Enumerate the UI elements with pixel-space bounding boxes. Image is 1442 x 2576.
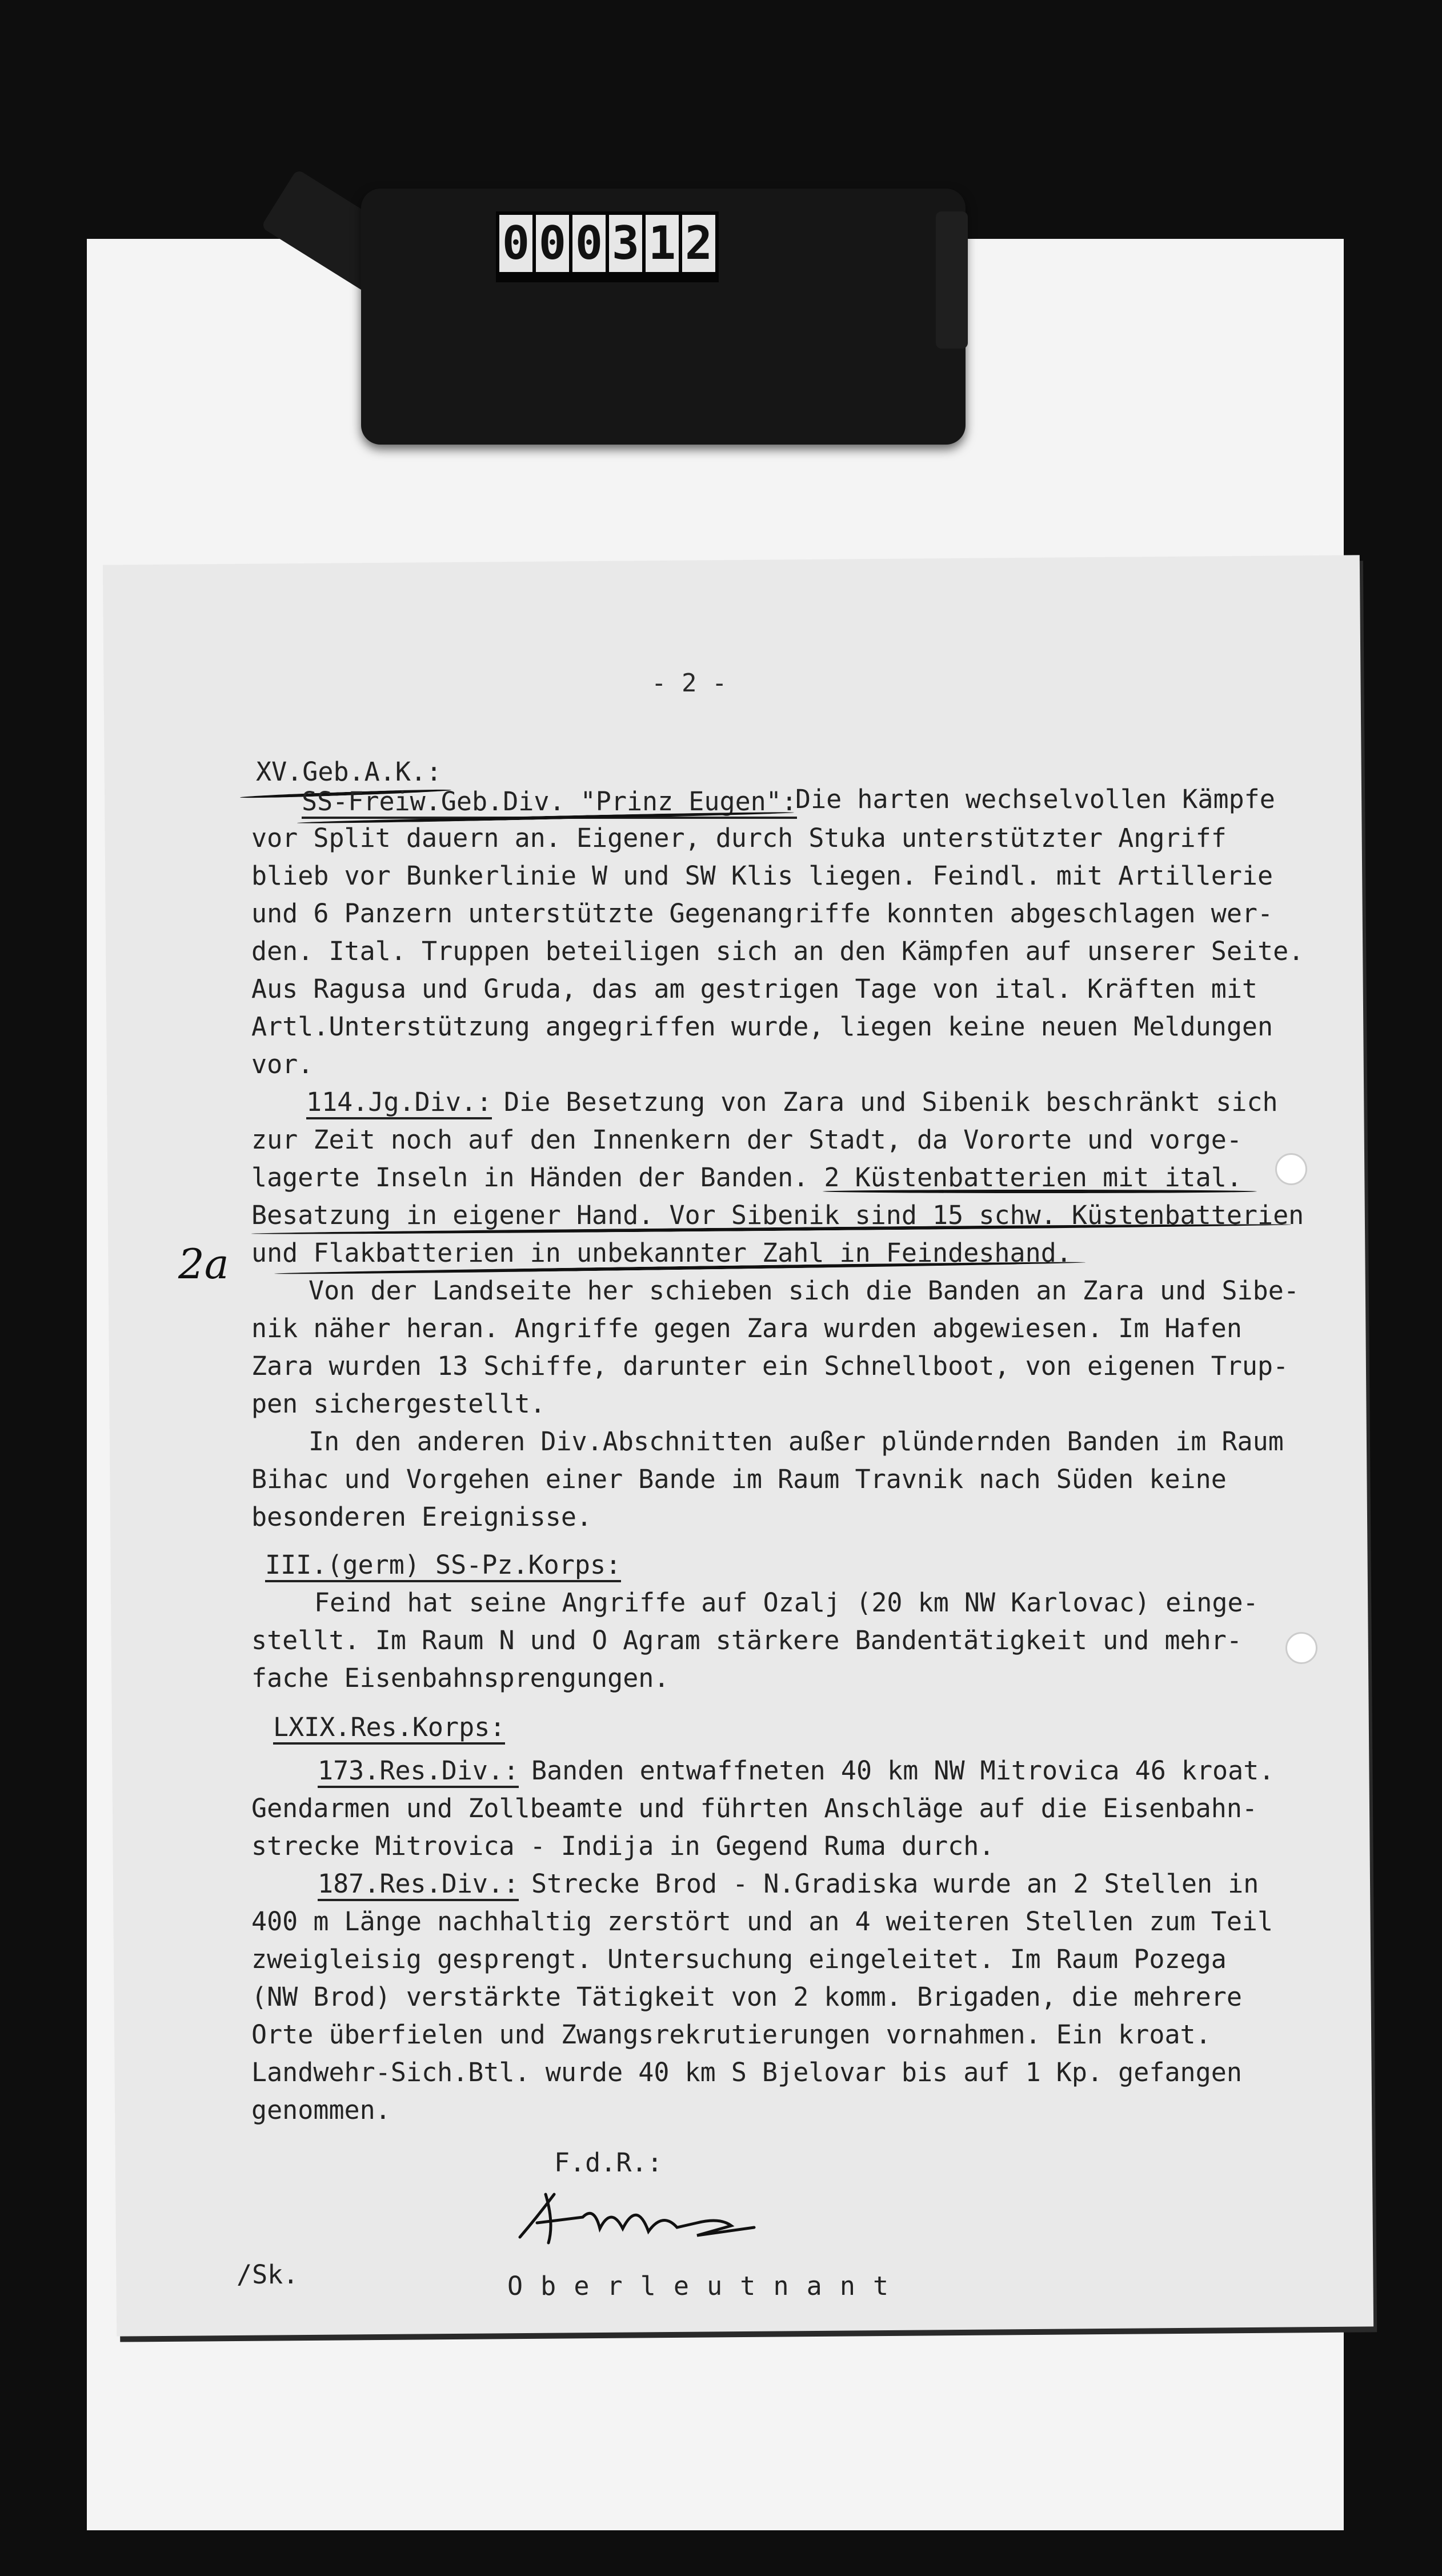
jg-div-line: Von der Landseite her schieben sich die Banden an Zara und Sibe- — [309, 1275, 1299, 1306]
ss-div-line: Artl.Unterstützung angegriffen wurde, liegen keine neuen Meldungen — [251, 1011, 1273, 1042]
jg-div-line: lagerte Inseln in Händen der Banden. 2 Küstenbatterien mit ital. — [251, 1162, 1242, 1193]
res187-line: genommen. — [251, 2095, 391, 2125]
ss-div-line: vor. — [251, 1049, 314, 1079]
section-heading-114 — [306, 1083, 492, 1121]
counter-digit: 2 — [682, 215, 715, 272]
res173-line: Banden entwaffneten 40 km NW Mitrovica 46 kroat. — [531, 1755, 1275, 1786]
counter-digit: 0 — [536, 215, 569, 272]
counter-digit: 3 — [609, 215, 642, 272]
counter-digit: 0 — [499, 215, 532, 272]
173-title: 173.Res.Div.: — [318, 1755, 519, 1788]
jg-div-line: Besatzung in eigener Hand. Vor Sibenik sind 15 schw. Küstenbatterien — [251, 1200, 1304, 1230]
section-heading-iii — [265, 1546, 621, 1584]
section-heading-lxix — [273, 1709, 505, 1746]
res187-line: Orte überfielen und Zwangsrekrutierungen vornahmen. Ein kroat. — [251, 2019, 1211, 2050]
jg-div-line: In den anderen Div.Abschnitten außer plündernden Banden im Raum — [309, 1426, 1284, 1457]
jg-div-line: nik näher heran. Angriffe gegen Zara wurden abgewiesen. Im Hafen — [251, 1313, 1242, 1343]
ss-div-line: und 6 Panzern unterstützte Gegenangriffe konnten abgeschlagen wer- — [251, 898, 1273, 929]
res187-line: (NW Brod) verstärkte Tätigkeit von 2 komm. Brigaden, die mehrere — [251, 1982, 1242, 2012]
page-number: - 2 - — [651, 669, 727, 698]
section-heading-187 — [318, 1865, 519, 1903]
typist-initials: /Sk. — [237, 2259, 299, 2290]
frame-counter-display — [496, 211, 719, 282]
jg-div-line: Die Besetzung von Zara und Sibenik beschränkt sich — [504, 1087, 1278, 1117]
ss-div-line: den. Ital. Truppen beteiligen sich an den Kämpfen auf unserer Seite. — [251, 936, 1304, 966]
res173-line: Gendarmen und Zollbeamte und führten Anschläge auf die Eisenbahn- — [251, 1793, 1257, 1823]
iii-line: fache Eisenbahnsprengungen. — [251, 1663, 670, 1693]
fdr-label: F.d.R.: — [554, 2147, 663, 2178]
jg-div-line: Bihac und Vorgehen einer Bande im Raum Travnik nach Süden keine — [251, 1464, 1227, 1494]
rank-label: O b e r l e u t n a n t — [507, 2271, 890, 2301]
res187-line: zweigleisig gesprengt. Untersuchung eingeleitet. Im Raum Pozega — [251, 1944, 1227, 1974]
jg-div-line: und Flakbatterien in unbekannter Zahl in Feindeshand. — [251, 1238, 1072, 1268]
counter-digit: 1 — [646, 215, 679, 272]
jg-div-line: besonderen Ereignisse. — [251, 1502, 592, 1532]
margin-note: 2a — [178, 1240, 229, 1288]
section-heading-173 — [318, 1752, 519, 1790]
114-title: 114.Jg.Div.: — [306, 1087, 492, 1119]
section-heading-xv: XV.Geb.A.K.: — [256, 757, 442, 787]
jg-div-line: pen sichergestellt. — [251, 1389, 546, 1419]
ss-div-line: blieb vor Bunkerlinie W und SW Klis liegen. Feindl. mit Artillerie — [251, 861, 1273, 891]
jg-div-line: Zara wurden 13 Schiffe, darunter ein Schnellboot, von eigenen Trup- — [251, 1351, 1289, 1381]
counter-knob — [936, 211, 968, 349]
res187-line: Strecke Brod - N.Gradiska wurde an 2 Stellen in — [531, 1869, 1259, 1899]
iii-line: Feind hat seine Angriffe auf Ozalj (20 km NW Karlovac) einge- — [314, 1587, 1259, 1618]
res187-line: Landwehr-Sich.Btl. wurde 40 km S Bjelovar bis auf 1 Kp. gefangen — [251, 2057, 1242, 2087]
lxix-title: LXIX.Res.Korps: — [273, 1712, 505, 1745]
jg-div-line: zur Zeit noch auf den Innenkern der Stadt, da Vororte und vorge- — [251, 1125, 1242, 1155]
handwritten-underline — [823, 1190, 1257, 1193]
res187-line: 400 m Länge nachhaltig zerstört und an 4 weiteren Stellen zum Teil — [251, 1906, 1273, 1937]
ss-div-title: SS-Freiw.Geb.Div. "Prinz Eugen": — [302, 786, 797, 819]
res173-line: strecke Mitrovica - Indija in Gegend Ruma durch. — [251, 1831, 995, 1861]
iii-line: stellt. Im Raum N und O Agram stärkere Bandentätigkeit und mehr- — [251, 1625, 1242, 1655]
ss-div-line: Aus Ragusa und Gruda, das am gestrigen Tage von ital. Kräften mit — [251, 974, 1257, 1004]
ss-div-line: vor Split dauern an. Eigener, durch Stuka unterstützter Angriff — [251, 823, 1227, 853]
counter-digit: 0 — [572, 215, 606, 272]
187-title: 187.Res.Div.: — [318, 1869, 519, 1901]
ss-div-line: Die harten wechselvollen Kämpfe — [795, 784, 1275, 814]
iii-title: III.(germ) SS-Pz.Korps: — [265, 1550, 621, 1582]
